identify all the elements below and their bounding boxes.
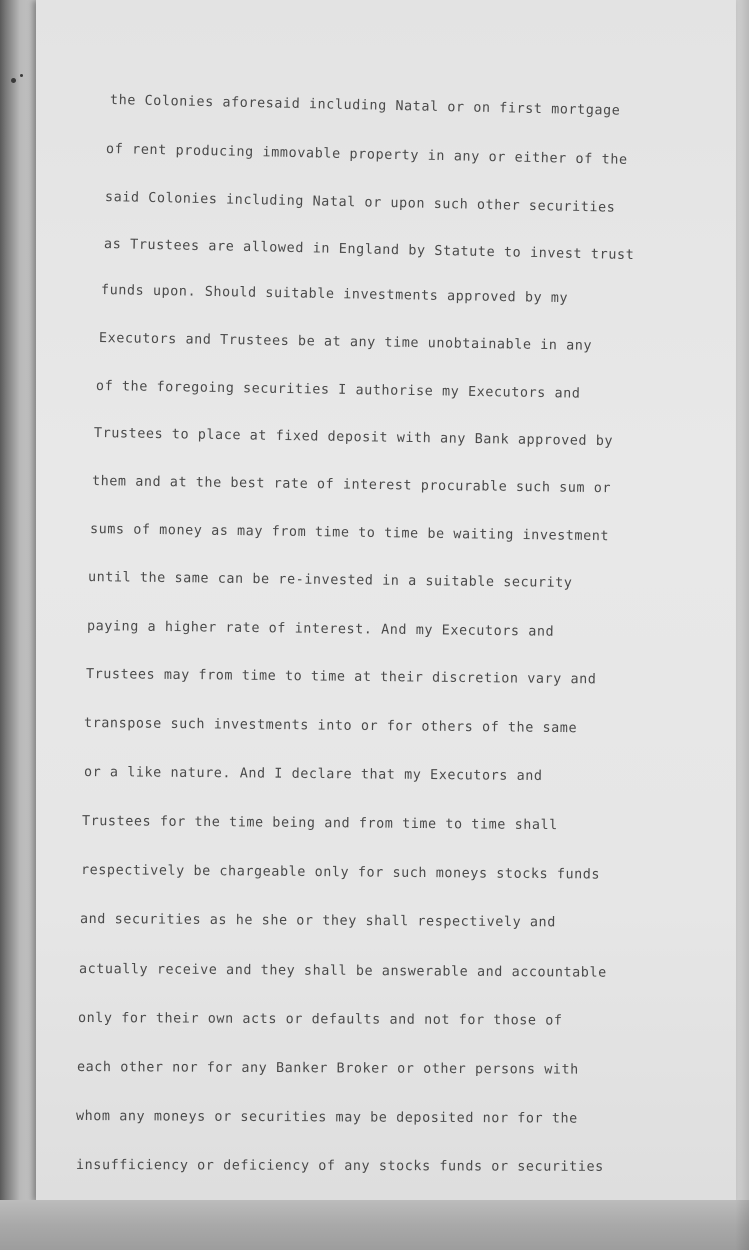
text-line: each other nor for any Banker Broker or other persons with	[76, 1059, 579, 1078]
text-line: paying a higher rate of interest. And my Executors and	[86, 618, 555, 640]
text-line: them and at the best rate of interest procurable such sum or	[91, 473, 612, 497]
text-line: of the foregoing securities I authorise my Executors and	[95, 378, 581, 402]
binding-edge	[0, 0, 38, 1250]
punch-hole-mark	[20, 74, 23, 77]
text-line: Trustees for the time being and from time to time shall	[81, 813, 558, 834]
text-line: funds upon. Should suitable investments approved by my	[100, 282, 569, 307]
text-line: insufficiency or deficiency of any stocks funds or securities	[75, 1157, 604, 1175]
page-bottom-edge	[0, 1200, 749, 1250]
text-line: Trustees to place at fixed deposit with any Bank approved by	[93, 425, 614, 450]
text-line: transpose such investments into or for others of the same	[83, 715, 578, 737]
text-line: and securities as he she or they shall respectively and	[79, 911, 556, 931]
text-line: said Colonies including Natal or upon such other securities	[104, 189, 616, 216]
text-line: whom any moneys or securities may be deposited nor for the	[75, 1108, 578, 1127]
text-line: until the same can be re-invested in a suitable security	[87, 569, 573, 591]
text-line: as Trustees are allowed in England by Statute to invest trust	[103, 236, 635, 264]
text-line: of rent producing immovable property in any or either of the	[105, 141, 628, 168]
text-line: actually receive and they shall be answerable and accountable	[78, 961, 607, 981]
text-line: Executors and Trustees be at any time unobtainable in any	[98, 330, 593, 354]
text-line: only for their own acts or defaults and not for those of	[77, 1010, 563, 1029]
text-line: the Colonies aforesaid including Natal or on first mortgage	[109, 92, 621, 119]
text-line: Trustees may from time to time at their discretion vary and	[85, 666, 597, 688]
text-line: or a like nature. And I declare that my Executors and	[83, 764, 543, 785]
right-shadow	[735, 0, 749, 1250]
punch-hole-mark	[11, 78, 16, 83]
text-line: respectively be chargeable only for such moneys stocks funds	[80, 862, 601, 883]
text-line: sums of money as may from time to time be waiting investment	[89, 521, 610, 545]
